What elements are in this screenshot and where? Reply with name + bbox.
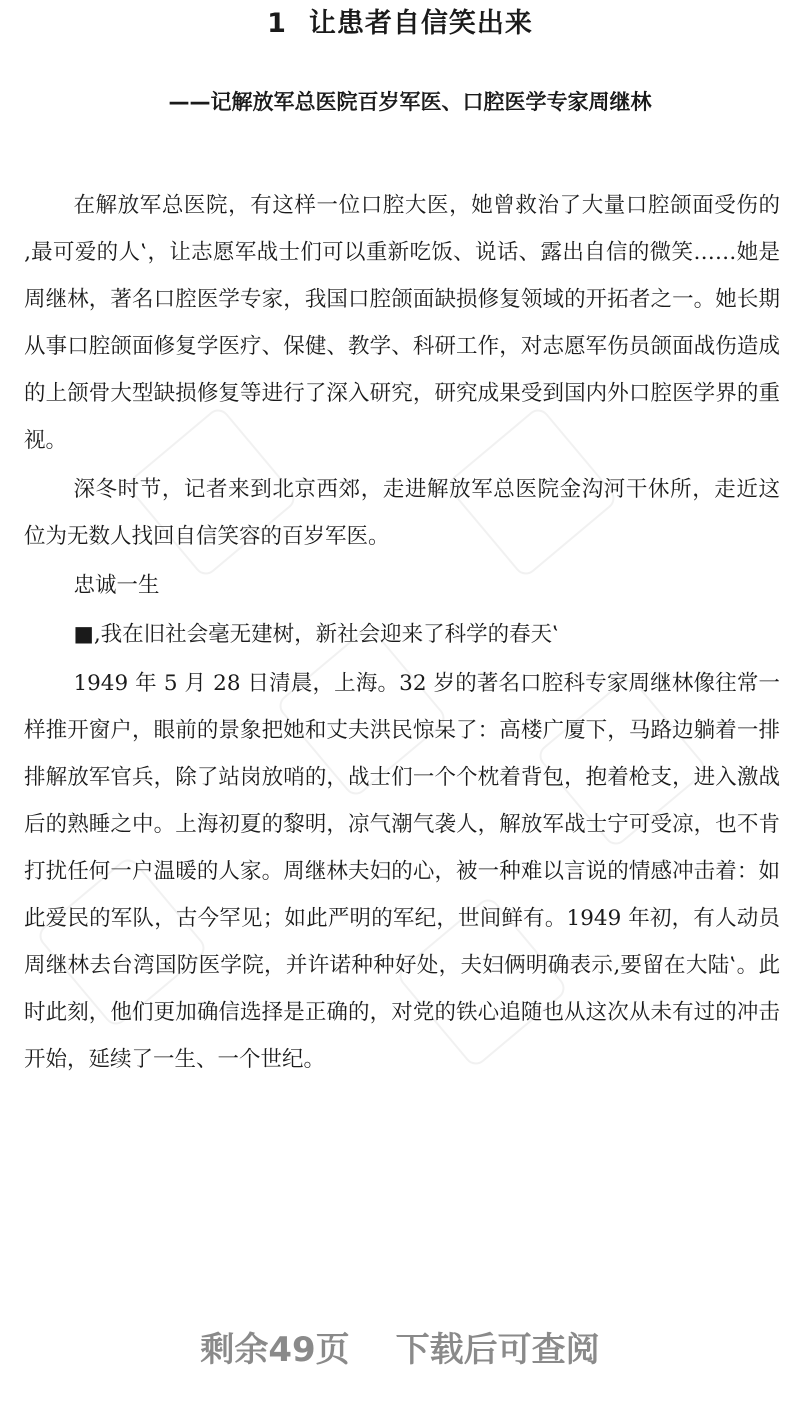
paragraph-story: 1949 年 5 月 28 日清晨，上海。32 岁的著名口腔科专家周继林像往常一样推开窗户，眼前的景象把她和丈夫洪民惊呆了：高楼广厦下，马路边躺着一排排解放军官兵，除了站岗放哨的，战士们一个个枕着背包，抱着枪支，进入激战后的熟睡之中。上海初夏的黎明，凉气潮气袭人，解放军战士宁可受凉，也不肯打扰任何一户温暖的人家。周继林夫妇的心，被一种难以言说的情感冲击着：如此爱民的军队，古今罕见；如此严明的军纪，世间鲜有。1949 年初，有人动员周继林去台湾国防医学院，并许诺种种好处，夫妇俩明确表示‚要留在大陆‛。此时此刻，他们更加确信选择是正确的，对党的铁心追随也从这次从未有过的冲击开始，延续了一生、一个世纪。 bbox=[24, 671, 780, 1072]
download-to-view-label: 下载后可查阅 bbox=[395, 1330, 600, 1370]
title-text: 让患者自信笑出来 bbox=[308, 8, 533, 39]
remaining-pages-label: 剩余49页 bbox=[200, 1330, 350, 1370]
section-heading: 忠诚一生 bbox=[73, 573, 160, 598]
paragraph-visit: 深冬时节，记者来到北京西郊，走进解放军总医院金沟河干休所，走近这位为无数人找回自信笑容的百岁军医。 bbox=[24, 477, 780, 549]
document-title bbox=[0, 4, 800, 44]
document-subtitle: ——记解放军总医院百岁军医、口腔医学专家周继林 bbox=[168, 90, 652, 114]
section-quote: ■‚我在旧社会毫无建树，新社会迎来了科学的春天‛ bbox=[73, 622, 559, 647]
download-prompt[interactable] bbox=[0, 1322, 800, 1378]
title-number: 1 bbox=[267, 8, 287, 39]
article-body bbox=[24, 182, 780, 1083]
paragraph-intro: 在解放军总医院，有这样一位口腔大医，她曾救治了大量口腔颌面受伤的‚最可爱的人‛，让志愿军战士们可以重新吃饭、说话、露出自信的微笑……她是周继林，著名口腔医学专家，我国口腔颌面缺损修复领域的开拓者之一。她长期从事口腔颌面修复学医疗、保健、教学、科研工作，对志愿军伤员颌面战伤造成的上颌骨大型缺损修复等进行了深入研究，研究成果受到国内外口腔医学界的重视。 bbox=[24, 193, 780, 453]
